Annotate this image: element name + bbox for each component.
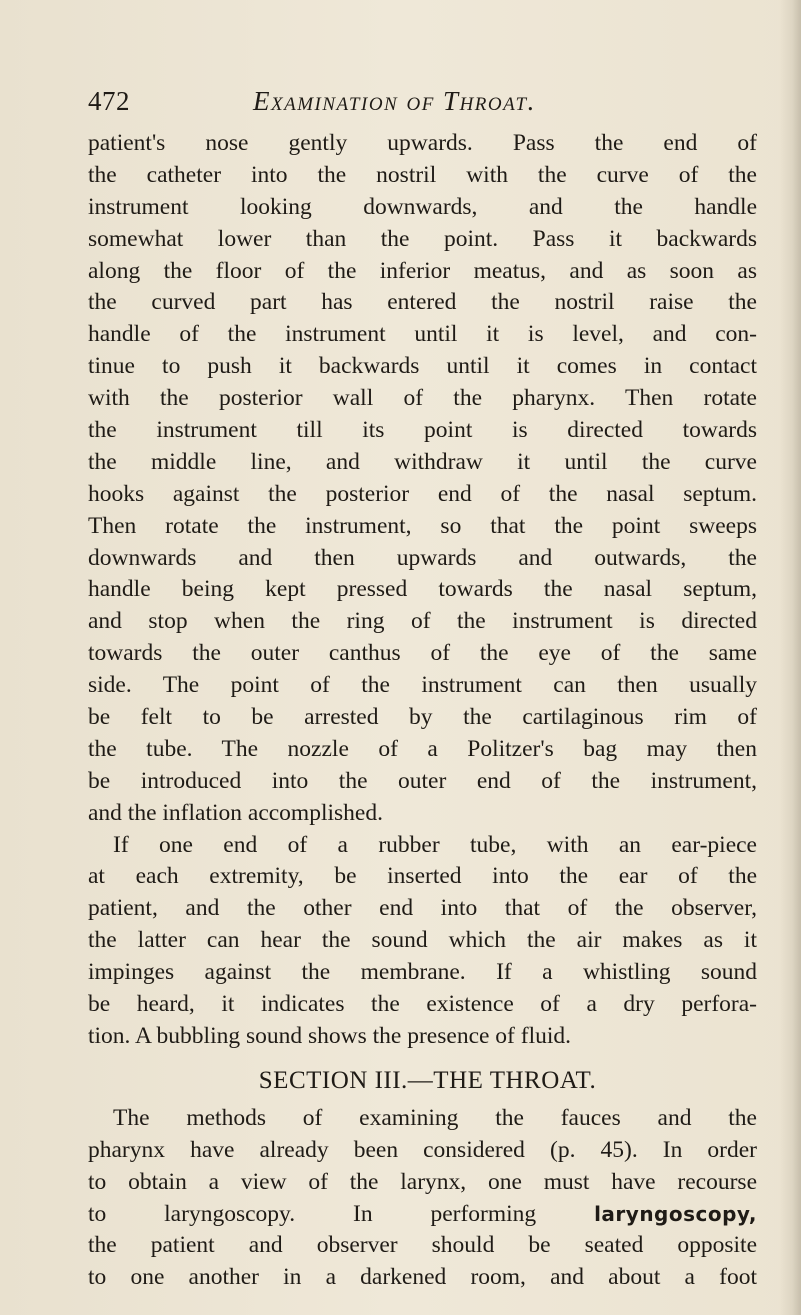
text-line: pharynx have already been considered (p. 45). In order xyxy=(88,1136,757,1163)
text-line: along the floor of the inferior meatus, and as soon as xyxy=(88,257,757,284)
paragraph-ear-tube xyxy=(88,830,757,1053)
text-line: towards the outer canthus of the eye of the same xyxy=(88,640,757,667)
page-header xyxy=(88,86,748,122)
text-line: the instrument till its point is directed towards xyxy=(88,417,757,444)
text-line: tion. A bubbling sound shows the presence of fluid. xyxy=(88,1022,572,1049)
text-line: to obtain a view of the larynx, one must have recourse xyxy=(88,1168,757,1195)
text-line: downwards and then upwards and outwards, the xyxy=(88,544,757,571)
bold-term: laryngoscopy, xyxy=(594,1201,758,1226)
page-edge-shadow xyxy=(779,0,801,1315)
text-line: side. The point of the instrument can then usually xyxy=(88,672,757,699)
text-line: handle being kept pressed towards the nasal septum, xyxy=(88,576,757,603)
text-line: patient's nose gently upwards. Pass the end of xyxy=(88,130,757,156)
running-title: Examination of Throat. xyxy=(253,86,536,116)
text-line: the tube. The nozzle of a Politzer's bag may then xyxy=(88,735,757,762)
text-line: handle of the instrument until it is level, and con- xyxy=(88,321,757,348)
text-line: tinue to push it backwards until it comes in contact xyxy=(88,353,757,380)
text-line: If one end of a rubber tube, with an ear-piece xyxy=(113,831,757,858)
text-line: the patient and observer should be seated opposite xyxy=(88,1232,757,1259)
text-line: the middle line, and withdraw it until the curve xyxy=(88,448,757,475)
text-line: with the posterior wall of the pharynx. Then rotate xyxy=(88,385,757,412)
text-line: impinges against the membrane. If a whistling sound xyxy=(88,959,757,986)
text-line: somewhat lower than the point. Pass it backwards xyxy=(88,225,757,252)
page-body xyxy=(88,128,757,1294)
text-line: be felt to be arrested by the cartilaginous rim of xyxy=(88,704,757,731)
text-line: the latter can hear the sound which the air makes as it xyxy=(88,927,757,954)
text-line: The methods of examining the fauces and the xyxy=(113,1104,757,1131)
text-line: to one another in a darkened room, and about a foot xyxy=(88,1264,757,1291)
paragraph-throat-methods xyxy=(88,1103,757,1294)
paragraph-catheter-procedure xyxy=(88,128,757,830)
text-line: and the inflation accomplished. xyxy=(88,799,383,826)
page-number: 472 xyxy=(88,86,130,116)
text-line-with-term xyxy=(88,1199,757,1231)
text-line: hooks against the posterior end of the nasal septum. xyxy=(88,480,757,507)
text-line: instrument looking downwards, and the handle xyxy=(88,193,757,220)
text-line: patient, and the other end into that of the observer, xyxy=(88,895,757,922)
text-fragment: to laryngoscopy. In performing xyxy=(88,1200,537,1227)
text-line: and stop when the ring of the instrument is directed xyxy=(88,608,757,635)
section-heading: SECTION III.—THE THROAT. xyxy=(258,1066,597,1094)
text-line: be heard, it indicates the existence of a dry perfora- xyxy=(88,991,757,1018)
text-line: at each extremity, be inserted into the ear of the xyxy=(88,863,757,890)
text-line: Then rotate the instrument, so that the point sweeps xyxy=(88,512,757,539)
text-line: the curved part has entered the nostril raise the xyxy=(88,289,757,316)
text-line: be introduced into the outer end of the instrument, xyxy=(88,767,757,794)
text-line: the catheter into the nostril with the curve of the xyxy=(88,161,757,188)
